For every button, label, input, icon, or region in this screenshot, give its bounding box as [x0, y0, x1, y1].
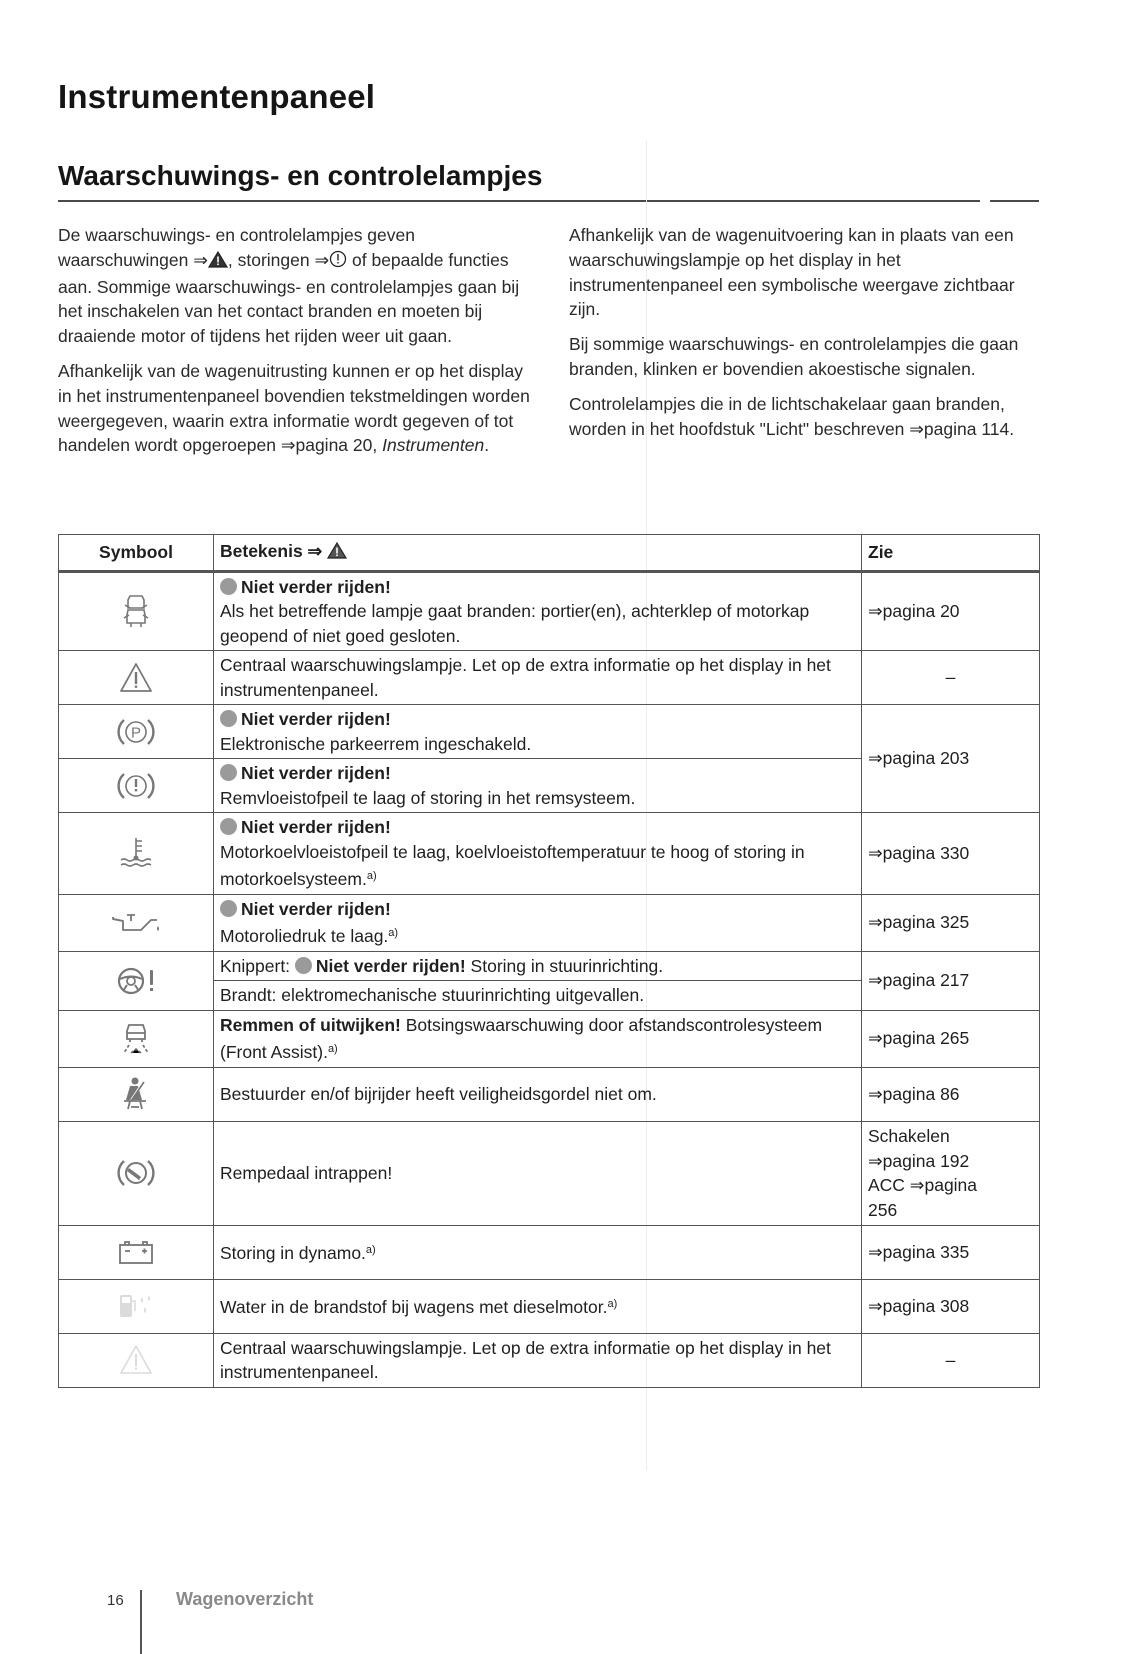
- table-row: [59, 951, 1040, 1010]
- page-reference: –: [862, 1333, 1040, 1387]
- stop-label: Niet verder rijden!: [315, 955, 466, 976]
- intro-paragraph-3: Afhankelijk van de wagenuitvoering kan in plaats van een waarschuwingslampje op het display in het instrumentenpaneel een symbolische weergave zichtbaar zijn.: [569, 225, 1015, 320]
- seatbelt-icon: [59, 1067, 214, 1121]
- page-reference-link[interactable]: ⇒pagina 265: [862, 1010, 1040, 1067]
- table-header-row: [59, 535, 1040, 572]
- page-reference-link[interactable]: ⇒pagina 325: [862, 894, 1040, 951]
- coolant-temperature-icon: [59, 813, 214, 895]
- page-number: 16: [107, 1592, 124, 1609]
- page-reference-link[interactable]: ⇒pagina 20: [862, 571, 1040, 651]
- page-reference-link[interactable]: ⇒pagina 330: [862, 813, 1040, 895]
- intro-paragraph-5: Controlelampjes die in de lichtschakelaar gaan branden, worden in het hoofdstuk "Licht" beschreven ⇒pagina 114.: [569, 393, 1015, 439]
- meaning-cell: [214, 813, 862, 895]
- warning-triangle-icon: [59, 1333, 214, 1387]
- steering-warning-icon: [59, 951, 214, 1010]
- warning-triangle-filled-icon: [327, 541, 347, 566]
- footnote-marker: a): [327, 1043, 338, 1055]
- stop-icon: [220, 710, 237, 727]
- water-in-fuel-icon: [59, 1279, 214, 1333]
- warning-triangle-icon: [59, 651, 214, 705]
- page-reference-link[interactable]: ⇒pagina 217: [862, 951, 1040, 1010]
- meaning-text-body: Motoroliedruk te laag.: [220, 926, 389, 946]
- intro-text: , storingen ⇒: [227, 249, 330, 270]
- front-assist-icon: [59, 1010, 214, 1067]
- meaning-text: Als het betreffende lampje gaat branden: portier(en), achterklep of motorkap geopend of niet goed gesloten.: [220, 601, 810, 646]
- column-header-see: Zie: [862, 535, 1040, 572]
- meaning-text-body: Motorkoelvloeistofpeil te laag, koelvloeistoftemperatuur te hoog of storing in motorkoelsysteem.: [220, 841, 805, 889]
- column-header-symbol: Symbool: [59, 535, 214, 572]
- table-row: [59, 571, 1040, 651]
- meaning-text: Remvloeistofpeil te laag of storing in het remsysteem.: [220, 787, 636, 808]
- chapter-label: Wagenoverzicht: [176, 1589, 314, 1609]
- meaning-cell: Bestuurder en/of bijrijder heeft veiligheidsgordel niet om.: [214, 1067, 862, 1121]
- page-reference-link[interactable]: ⇒pagina 335: [862, 1225, 1040, 1279]
- table-row: [59, 1121, 1040, 1225]
- footnote-marker: a): [365, 1244, 376, 1257]
- see-line: 256: [868, 1199, 898, 1220]
- oil-pressure-icon: [59, 894, 214, 951]
- page-reference-link[interactable]: ⇒pagina 308: [862, 1279, 1040, 1333]
- footer-divider: [140, 1590, 142, 1654]
- table-row: [59, 813, 1040, 895]
- see-line: Schakelen: [868, 1126, 950, 1146]
- warning-triangle-filled-icon: [208, 250, 228, 275]
- stop-label: Niet verder rijden!: [241, 898, 391, 919]
- intro-paragraph-4: Bij sommige waarschuwings- en controlelampjes die gaan branden, klinken er bovendien akoestische signalen.: [569, 334, 1019, 379]
- page-reference-link[interactable]: ⇒pagina 203: [862, 705, 1040, 813]
- door-open-icon: [59, 571, 214, 651]
- steady-line: Brandt: elektromechanische stuurinrichting uitgevallen.: [220, 985, 645, 1005]
- meaning-cell: [214, 1010, 862, 1067]
- svg-text:P: P: [130, 724, 142, 741]
- battery-icon: [59, 1225, 214, 1279]
- table-row: [59, 1225, 1040, 1279]
- section-divider: [58, 200, 1039, 202]
- section-divider-gap: [980, 199, 990, 203]
- meaning-text-body: Water in de brandstof bij wagens met dieselmotor.: [220, 1297, 608, 1318]
- stop-icon: [220, 900, 237, 917]
- stop-warning: [220, 707, 855, 732]
- meaning-cell: [214, 951, 862, 1010]
- meaning-cell: [214, 759, 862, 813]
- section-title: Waarschuwings- en controlelampjes: [58, 160, 543, 191]
- meaning-text: [220, 921, 855, 949]
- warning-lamps-table: [58, 534, 1040, 1388]
- meaning-cell: Centraal waarschuwingslampje. Let op de extra informatie op het display in het instrumentenpaneel.: [214, 1333, 862, 1387]
- footnote-marker: a): [388, 927, 399, 939]
- blink-suffix: Storing in stuurinrichting.: [465, 955, 664, 976]
- stop-icon: [295, 957, 312, 974]
- meaning-text-body: Storing in dynamo.: [220, 1243, 366, 1264]
- intro-paragraph-2: [58, 359, 538, 458]
- page-reference-link[interactable]: ACC ⇒pagina: [868, 1175, 978, 1195]
- stop-warning: [220, 575, 855, 600]
- fault-circle-icon: [329, 250, 347, 275]
- meaning-cell: Centraal waarschuwingslampje. Let op de extra informatie op het display in het instrumentenpaneel.: [214, 651, 862, 705]
- stop-warning: [220, 761, 855, 786]
- blink-line: [214, 952, 861, 982]
- meaning-text: Elektronische parkeerrem ingeschakeld.: [220, 733, 532, 754]
- column-header-meaning: [214, 535, 862, 572]
- collision-warning-label: Remmen of uitwijken!: [220, 1014, 401, 1035]
- table-row: [59, 1067, 1040, 1121]
- stop-label: Niet verder rijden!: [241, 763, 391, 783]
- intro-text: Afhankelijk van de wagenuitrusting kunnen er op het display in het instrumentenpaneel bovendien tekstmeldingen worden weergegeven, waarin extra informatie wordt gegeven of tot handelen wordt opgeroepen ⇒pagina 20,: [58, 360, 530, 456]
- table-row: [59, 1279, 1040, 1333]
- page-reference-link[interactable]: ⇒pagina 192: [868, 1150, 970, 1171]
- meaning-cell: [214, 571, 862, 651]
- meaning-cell: [214, 894, 862, 951]
- blink-prefix: Knippert:: [220, 955, 295, 976]
- meaning-text-body: Botsingswaarschuwing door afstandscontrolesysteem (Front Assist).: [220, 1014, 823, 1062]
- page-reference-link[interactable]: ⇒pagina 86: [862, 1067, 1040, 1121]
- table-row: [59, 894, 1040, 951]
- intro-left-column: [58, 223, 538, 468]
- stop-label: Niet verder rijden!: [241, 817, 391, 837]
- brake-warning-icon: [59, 759, 214, 813]
- stop-label: Niet verder rijden!: [241, 576, 391, 597]
- stop-warning: [220, 897, 855, 922]
- cross-reference-link[interactable]: Instrumenten: [382, 435, 485, 456]
- meaning-cell: [214, 1225, 862, 1279]
- parking-brake-icon: [59, 705, 214, 759]
- table-row: [59, 1333, 1040, 1387]
- meaning-cell: [214, 1279, 862, 1333]
- stop-icon: [220, 764, 237, 781]
- stop-icon: [220, 578, 237, 595]
- stop-icon: [220, 818, 237, 835]
- table-row: [59, 1010, 1040, 1067]
- stop-warning: [220, 815, 855, 840]
- intro-text: .: [484, 435, 490, 456]
- intro-text: of bepaalde functies aan. Sommige waarschuwings- en controlelampjes gaan bij het inschakelen van het contact branden en moeten bij draaiende motor of tijdens het rijden weer uit gaan.: [58, 249, 520, 347]
- meaning-cell: Rempedaal intrappen!: [214, 1121, 862, 1225]
- table-row: [59, 651, 1040, 705]
- page-reference: –: [862, 651, 1040, 705]
- intro-text: De waarschuwings- en controlelampjes geven waarschuwingen ⇒: [58, 225, 415, 270]
- meaning-text: [220, 840, 855, 892]
- brake-pedal-icon: [59, 1121, 214, 1225]
- page-title: Instrumentenpaneel: [58, 78, 376, 115]
- intro-right-column: [569, 223, 1039, 451]
- meaning-label: Betekenis ⇒: [220, 541, 323, 561]
- footnote-marker: a): [366, 870, 377, 882]
- table-row: [59, 705, 1040, 759]
- stop-label: Niet verder rijden!: [241, 709, 391, 729]
- meaning-cell: [214, 705, 862, 759]
- intro-paragraph-1: [58, 223, 538, 349]
- page-reference-group: [862, 1121, 1040, 1225]
- footnote-marker: a): [607, 1298, 618, 1311]
